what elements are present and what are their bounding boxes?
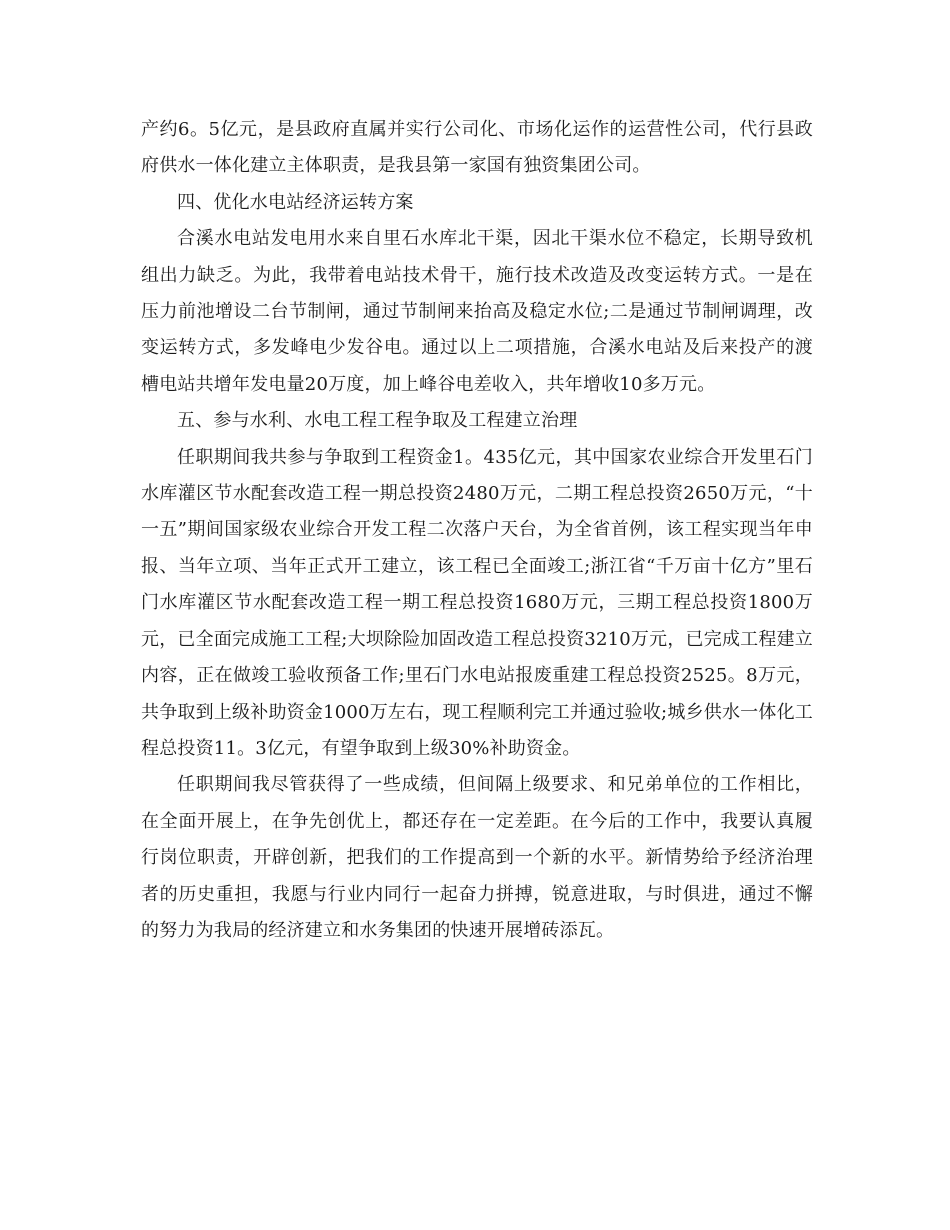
paragraph-projects: 任职期间我共参与争取到工程资金1。435亿元，其中国家农业综合开发里石门水库灌区节水配套改造工程一期总投资2480万元，二期工程总投资2650万元，“十一五”期间国家级农业综合开发工程二次落户天台，为全省首例，该工程实现当年申报、当年立项、当年正式开工建立，该工程已全面竣工;浙江省“千万亩十亿方”里石门水库灌区节水配套改造工程一期工程总投资1680万元，三期工程总投资1800万元，已全面完成施工工程;大坝除险加固改造工程总投资3210万元，已完成工程建立内容，正在做竣工验收预备工作;里石门水电站报废重建工程总投资2525。8万元，共争取到上级补助资金1000万左右，现工程顺利完工并通过验收;城乡供水一体化工程总投资11。3亿元，有望争取到上级30%补助资金。	[141, 446, 813, 759]
document-body	[141, 112, 813, 949]
section-heading-5: 五、参与水利、水电工程工程争取及工程建立治理	[177, 410, 578, 432]
paragraph-hydropower: 合溪水电站发电用水来自里石水库北干渠，因北干渠水位不稳定，长期导致机组出力缺乏。为此，我带着电站技术骨干，施行技术改造及改变运转方式。一是在压力前池增设二台节制闸，通过节制闸来抬高及稳定水位;二是通过节制闸调理，改变运转方式，多发峰电少发谷电。通过以上二项措施，合溪水电站及后来投产的渡槽电站共增年发电量20万度，加上峰谷电差收入，共年增收10多万元。	[141, 228, 813, 395]
paragraph-conclusion: 任职期间我尽管获得了一些成绩，但间隔上级要求、和兄弟单位的工作相比，在全面开展上，在争先创优上，都还存在一定差距。在今后的工作中，我要认真履行岗位职责，开辟创新，把我们的工作提高到一个新的水平。新情势给予经济治理者的历史重担，我愿与行业内同行一起奋力拼搏，锐意进取，与时俱进，通过不懈的努力为我局的经济建立和水务集团的快速开展增砖添瓦。	[141, 774, 813, 941]
paragraph-continuation: 产约6。5亿元，是县政府直属并实行公司化、市场化运作的运营性公司，代行县政府供水一体化建立主体职责，是我县第一家国有独资集团公司。	[141, 119, 813, 177]
section-heading-4: 四、优化水电站经济运转方案	[177, 191, 414, 213]
